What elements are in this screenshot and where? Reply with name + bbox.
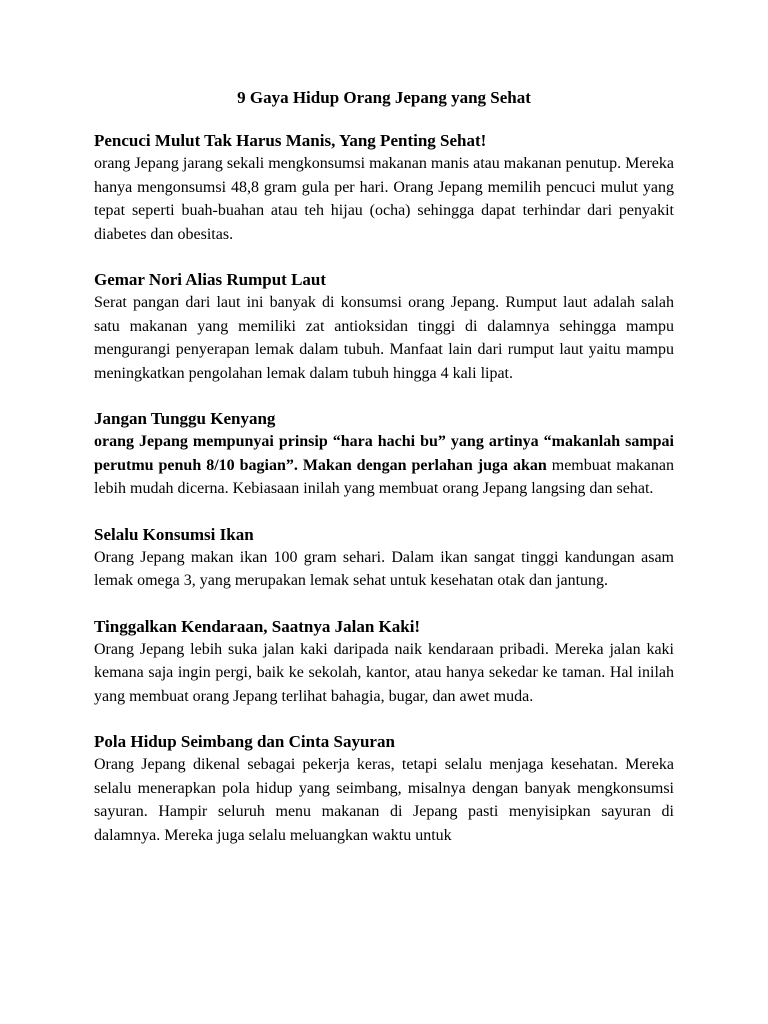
section-body-bold-text: orang Jepang mempunyai prinsip “hara hachi bu” yang artinya “makanlah sampai perutmu penuh 8/10 bagian”. Makan dengan perlahan juga akan	[94, 433, 674, 474]
section-heading: Jangan Tunggu Kenyang	[94, 409, 276, 428]
section-jangan-tunggu-kenyang	[94, 407, 674, 501]
section-jalan-kaki	[94, 615, 674, 709]
section-body: Orang Jepang makan ikan 100 gram sehari. Dalam ikan sangat tinggi kandungan asam lemak omega 3, yang merupakan lemak sehat untuk kesehatan otak dan jantung.	[94, 548, 674, 589]
section-pencuci-mulut	[94, 129, 674, 246]
section-body: orang Jepang jarang sekali mengkonsumsi makanan manis atau makanan penutup. Mereka hanya mengonsumsi 48,8 gram gula per hari. Orang Jepang memilih pencuci mulut yang tepat seperti buah-buahan atau teh hijau (ocha) sehingga dapat terhindar dari penyakit diabetes dan obesitas.	[94, 155, 674, 243]
section-body: Serat pangan dari laut ini banyak di konsumsi orang Jepang. Rumput laut adalah salah satu makanan yang memiliki zat antioksidan tinggi di dalamnya sehingga mampu mengurangi penyerapan lemak dalam tubuh. Manfaat lain dari rumput laut yaitu mampu meningkatkan pengolahan lemak dalam tubuh hingga 4 kali lipat.	[94, 294, 674, 382]
section-heading: Selalu Konsumsi Ikan	[94, 524, 254, 544]
section-body-text: membuat makanan lebih mudah dicerna. Kebiasaan inilah yang membuat orang Jepang langsing dan sehat.	[94, 456, 675, 497]
section-heading: Tinggalkan Kendaraan, Saatnya Jalan Kaki!	[94, 616, 421, 636]
section-heading: Pola Hidup Seimbang dan Cinta Sayuran	[94, 732, 395, 751]
section-heading: Pencuci Mulut Tak Harus Manis, Yang Penting Sehat!	[94, 131, 487, 150]
section-heading: Gemar Nori Alias Rumput Laut	[94, 270, 327, 289]
document-title: 9 Gaya Hidup Orang Jepang yang Sehat	[237, 88, 531, 107]
section-nori	[94, 268, 674, 385]
section-konsumsi-ikan	[94, 523, 674, 593]
section-pola-hidup	[94, 730, 674, 847]
section-body: Orang Jepang dikenal sebagai pekerja keras, tetapi selalu menjaga kesehatan. Mereka selalu menerapkan pola hidup yang seimbang, misalnya dengan banyak mengkonsumsi sayuran. Hampir seluruh menu makanan di Jepang pasti menyisipkan sayuran di dalamnya. Mereka juga selalu meluangkan waktu untuk	[94, 756, 674, 844]
section-body: Orang Jepang lebih suka jalan kaki daripada naik kendaraan pribadi. Mereka jalan kaki kemana saja ingin pergi, baik ke sekolah, kantor, atau hanya sekedar ke taman. Hal inilah yang membuat orang Jepang terlihat bahagia, bugar, dan awet muda.	[94, 640, 674, 705]
section-body	[94, 430, 674, 501]
